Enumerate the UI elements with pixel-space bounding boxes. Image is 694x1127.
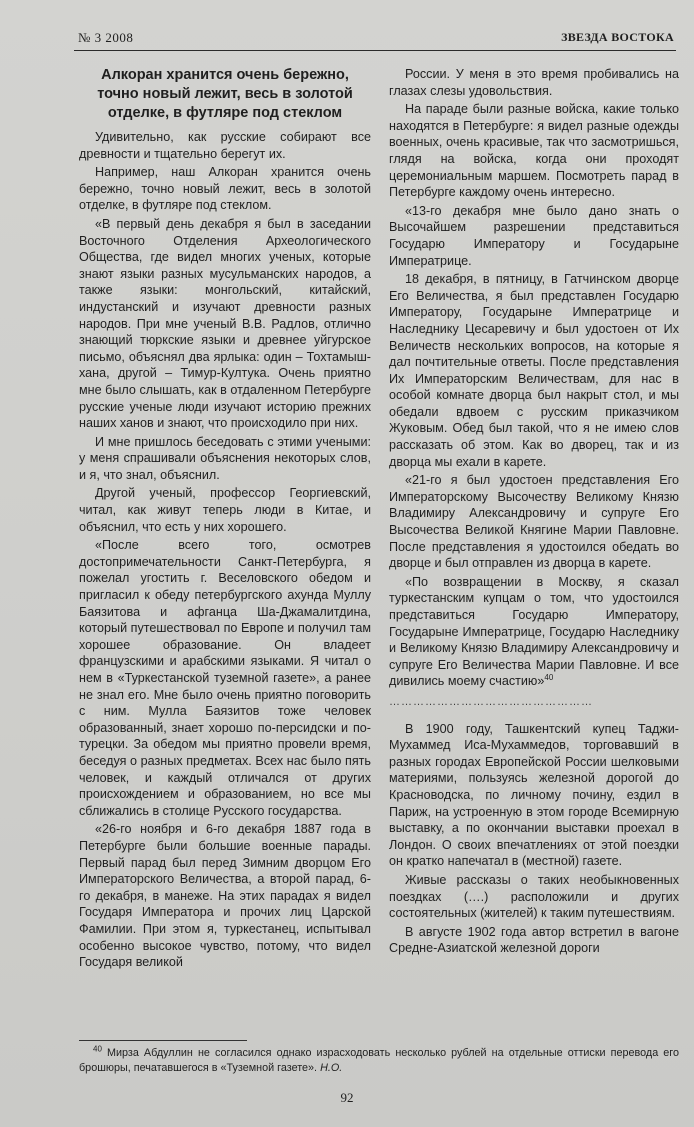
footnote-rule [79,1040,247,1041]
journal-title: ЗВЕЗДА ВОСТОКА [561,30,674,44]
footnote [79,1046,679,1075]
paragraph: «26-го ноября и 6-го декабря 1887 года в Петербурге были большие военные парады. Первый парад был перед Зимним дворцом Его Императорского Величества, а второй парад, 6-го декабря, в манеже. На этих парадах я видел Государя Императора и прочих лиц Царской Фамилии. При этом я, туркестанец, испытывал особенно высокое чувство, потому, что видел Государя великой [79,822,371,970]
paragraph: «В первый день декабря я был в заседании Восточного Отделения Археологического Общества, где видел многих ученых, которые знают языки разных мусульманских народов, а также языки: монгольский, китайский, индустанский и изучают древности разных народов. При мне ученый В.В. Радлов, отлично знающий тюркские языки и древнее уйгурское письмо, объяснял два ярлыка: один – Тохтамыш-хана, другой – Тимур-Култука. Очень приятно мне было слышать, как в отдаленном Петербурге русские ученые люди изучают историю прежних наших ханов и знают, что происходило при них. [79,216,371,431]
paragraph: В 1900 году, Ташкентский купец Таджи-Мухаммед Иса-Мухаммедов, торговавший в разных городах Европейской России шелковыми материями, пользуясь железной дорогой до Красноводска, по личному почину, ездил в Париж, на устроенную в этом городе Всемирную выставку, а по окончании выставки проехал в Лондон. О своих впечатлениях от этой поездки он кратко напечатал в (местной) газете. [389,721,679,869]
footnote-signature: Н.О. [320,1061,343,1074]
footnote-indent [79,1047,93,1059]
paragraph: В августе 1902 года автор встретил в вагоне Средне-Азиатской железной дороги [389,924,679,956]
paragraph: Живые рассказы о таких необыкновенных поездках (….) расположили и других состоятельных (жителей) к таким путешествиям. [389,872,679,921]
footnote-marker: 40 [93,1044,102,1054]
paragraph: Другой ученый, профессор Георгиевский, читал, как живут теперь люди в Китае, и объяснил, что есть у них хорошего. [79,486,371,534]
paragraph: «13-го декабря мне было дано знать о Высочайшем разрешении представиться Государю Императору и Государыне Императрице. [389,203,679,268]
paragraph: «После всего того, осмотрев достопримечательности Санкт-Петербурга, я пожелал угостить г. Веселовского обедом и пригласил к обеду петербургского ахунда Муллу Баязитова и афганца Ша-Джамалитдина, который путешествовал по Европе и получил там хорошее образование. Он владеет французскими и арабскими языками. Я читал о нем в «Туркестанской туземной газете», а ранее не знал его. Мне было очень приятно поговорить с ним. Мулла Баязитов тоже человек образованный, знает хорошо по-персидски и по-турецки. За обедом мы приятно провели время, беседуя о разных предметах. Всех нас было пять человек, и каждый отличался от других происхождением и образованием, но все мы сближались в столице Русского государства. [79,538,371,818]
section-heading: Алкоран хранится очень бережно, точно новый лежит, весь в золотой отделке, в футляре под стеклом [97,67,353,121]
footnote-text: Мирза Абдуллин не согласился однако израсходовать несколько рублей на отдельные оттиски перевода его брошюры, печатавшегося в «Туземной газете». [79,1047,679,1074]
paragraph: И мне пришлось беседовать с этими учеными: у меня спрашивали объяснения некоторых слов, и я, что знал, объяснил. [79,434,371,482]
issue-number: № 3 2008 [78,30,134,45]
section-separator: …………………………………………… [389,695,593,708]
right-column [389,66,679,959]
paragraph: 18 декабря, в пятницу, в Гатчинском дворце Его Величества, я был представлен Государю Императору, Государыне Императрице и Наследнику Цесаревичу и был удостоен от Их Величеств нескольких вопросов, на которые я дал почтительные ответы. После представления Их Императорским Величествам, для нас в особой комнате дворца был накрыт стол, и мы обедали вдвоем с русским приказчиком Жуковым. Обед был такой, что я не имею слов рассказать об этом. Как во дворец, так и из дворца мы ехали в карете. [389,272,679,469]
left-column [79,66,371,973]
paragraph: «21-го я был удостоен представления Его Императорскому Высочеству Великому Князю Владимиру Александровичу и супруге Его Высочества Великой Княгине Марии Павловне. После представления я удостоился обедать во дворце и был отправлен из дворца в карете. [389,473,679,571]
header-rule [74,50,676,51]
paragraph: На параде были разные войска, какие только находятся в Петербурге: я видел разные одежды военных, очень красивые, так что засмотришься, глядя на войска, когда они проходят церемониальным маршем. Посмотреть парад в Петербурге каждому очень интересно. [389,102,679,200]
page-number: 92 [340,1090,354,1105]
footnote-ref: 40 [544,673,554,683]
paragraph: Удивительно, как русские собирают все древности и тщательно берегут их. [79,130,371,161]
paragraph: Например, наш Алкоран хранится очень бережно, точно новый лежит, весь в золотой отделке, в футляре под стеклом. [79,165,371,213]
right-column-body-bottom [389,721,679,957]
last-quote-text: «По возвращении в Москву, я сказал туркестанским купцам о том, что удостоился представиться Государю Императору, Государыне Императрице, Государю Наследнику и Великому Князю Владимиру Александровичу и супруге Его Величества Марии Павловне. И все дивились моему счастию» [389,574,679,689]
paragraph-last-quote [389,574,679,690]
right-column-body-top [389,66,679,572]
left-column-body [79,129,371,971]
paragraph: России. У меня в это время пробивались на глазах слезы удовольствия. [389,67,679,98]
